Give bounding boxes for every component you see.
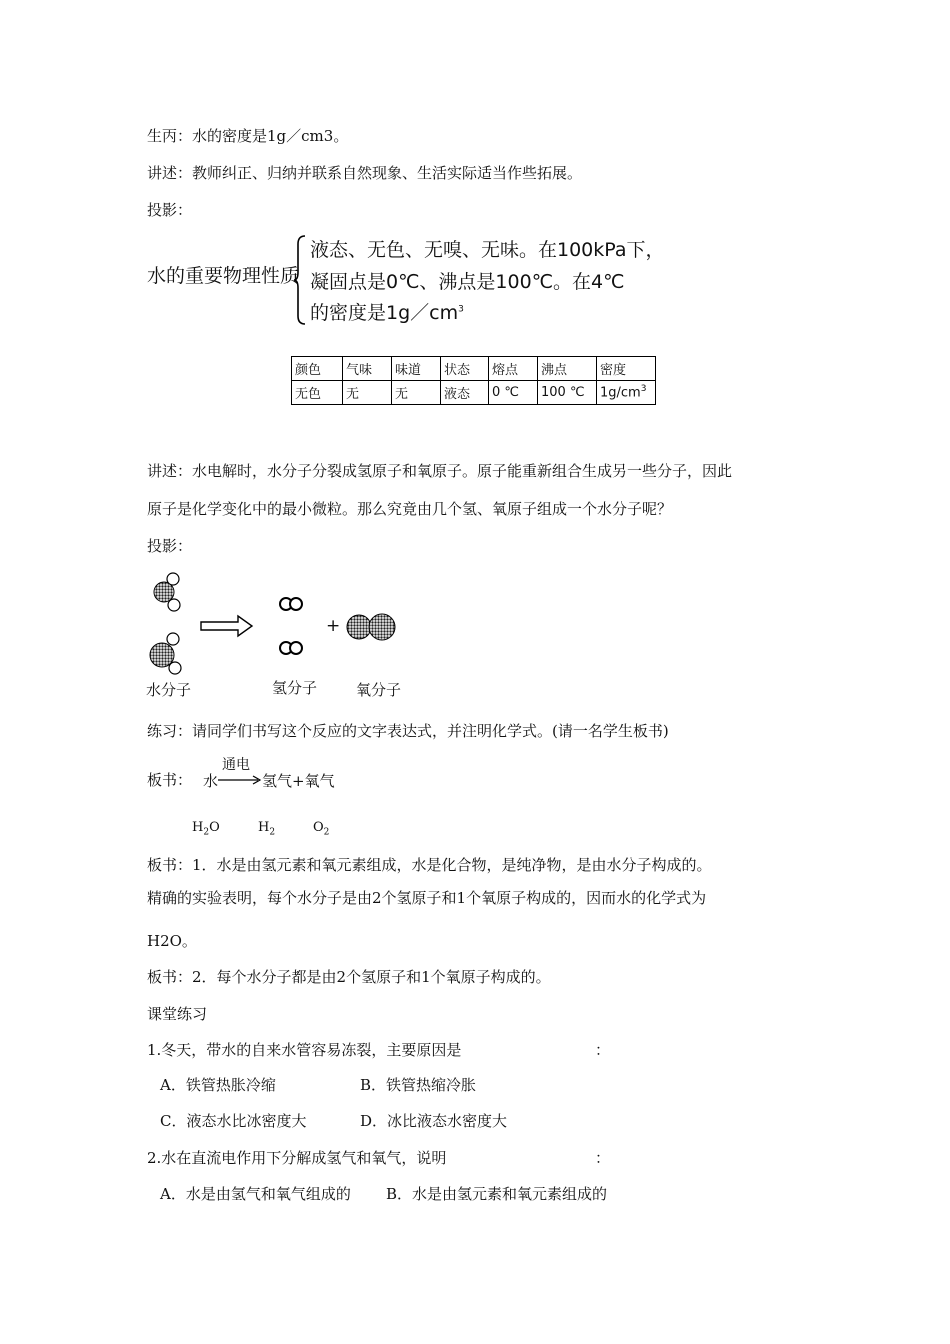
table-cell: 100 ℃ — [538, 381, 597, 405]
table-header-cell: 味道 — [392, 357, 441, 381]
oxygen-molecule-icon — [347, 614, 395, 640]
text-line: H2O。 — [147, 932, 197, 950]
text-line: 投影： — [147, 201, 193, 219]
water-molecule-label: 水分子 — [146, 681, 192, 699]
text-line: 精确的实验表明，每个水分子是由2个氢原子和1个氧原子构成的，因而水的化学式为 — [147, 889, 707, 907]
text-line: 板书：1．水是由氢元素和氧元素组成，水是化合物，是纯净物，是由水分子构成的。 — [147, 856, 712, 874]
option-a: A．水是由氢气和氧气组成的 — [160, 1185, 351, 1203]
text-line: 生丙：水的密度是1g／cm3。 — [147, 127, 349, 145]
text-line: 讲述：教师纠正、归纳并联系自然现象、生活实际适当作些拓展。 — [147, 164, 583, 182]
formula-hydrogen: $H_2$ — [258, 820, 276, 838]
properties-row-2: 凝固点是0℃、沸点是100℃。在4℃ — [310, 271, 625, 293]
text-line: 投影： — [147, 537, 193, 555]
water-molecule-icon — [154, 573, 180, 611]
option-a: A．铁管热胀冷缩 — [160, 1076, 276, 1094]
water-molecule-icon — [150, 633, 181, 674]
question-1: 1.冬天，带水的自来水管容易冻裂，主要原因是 — [147, 1041, 462, 1059]
table-cell: 无 — [343, 381, 392, 405]
properties-table — [291, 356, 656, 405]
text-line: 板书：2．每个水分子都是由2个氢原子和1个氧原子构成的。 — [147, 968, 551, 986]
option-c: C．液态水比冰密度大 — [160, 1112, 307, 1130]
question-2: 2.水在直流电作用下分解成氢气和氧气，说明 — [147, 1149, 447, 1167]
text-line: 讲述：水电解时，水分子分裂成氢原子和氧原子。原子能重新组合生成另一些分子，因此 — [147, 462, 733, 480]
hydrogen-molecule-icon — [280, 642, 302, 654]
text-line: 练习：请同学们书写这个反应的文字表达式，并注明化学式。(请一名学生板书) — [147, 722, 669, 740]
table-cell: 0 ℃ — [489, 381, 538, 405]
table-header-row — [292, 357, 656, 381]
table-header-cell: 气味 — [343, 357, 392, 381]
equation-products: 氢气+氧气 — [262, 772, 335, 790]
text-line: 板书： — [147, 771, 193, 789]
option-b: B．水是由氢元素和氧元素组成的 — [386, 1185, 608, 1203]
table-header-cell: 颜色 — [292, 357, 343, 381]
plus-sign: + — [326, 616, 341, 636]
equation-condition: 通电 — [222, 757, 250, 773]
table-header-cell: 密度 — [597, 357, 656, 381]
table-cell: $1g/cm^3$ — [597, 381, 656, 405]
reaction-arrow-icon — [201, 616, 252, 636]
properties-row-1: 液态、无色、无嗅、无味。在100kPa下， — [310, 239, 665, 261]
brace-icon — [293, 234, 307, 326]
hydrogen-molecule-icon — [280, 598, 302, 610]
table-cell: 液态 — [441, 381, 489, 405]
text-line: 原子是化学变化中的最小微粒。那么究竟由几个氢、氧原子组成一个水分子呢？ — [147, 500, 673, 518]
table-header-cell: 状态 — [441, 357, 489, 381]
properties-heading: 水的重要物理性质 — [147, 265, 300, 287]
option-d: D．冰比液态水密度大 — [360, 1112, 508, 1130]
table-cell: 无色 — [292, 381, 343, 405]
table-row — [292, 381, 656, 405]
question-1-colon: ： — [595, 1041, 611, 1059]
oxygen-molecule-label: 氧分子 — [356, 681, 402, 699]
hydrogen-molecule-label: 氢分子 — [272, 679, 318, 697]
properties-row-3: 的密度是$1g/cm^3$ — [310, 302, 464, 324]
table-header-cell: 熔点 — [489, 357, 538, 381]
table-header-cell: 沸点 — [538, 357, 597, 381]
option-b: B．铁管热缩冷胀 — [360, 1076, 477, 1094]
equation-reactant: 水 — [203, 772, 219, 790]
section-heading: 课堂练习 — [147, 1005, 208, 1023]
formula-oxygen: $O_2$ — [313, 820, 330, 838]
equation-arrow-icon — [218, 775, 262, 785]
electrolysis-diagram — [140, 570, 420, 680]
table-cell: 无 — [392, 381, 441, 405]
question-2-colon: ： — [595, 1149, 611, 1167]
formula-water: $H_2O$ — [192, 820, 220, 838]
